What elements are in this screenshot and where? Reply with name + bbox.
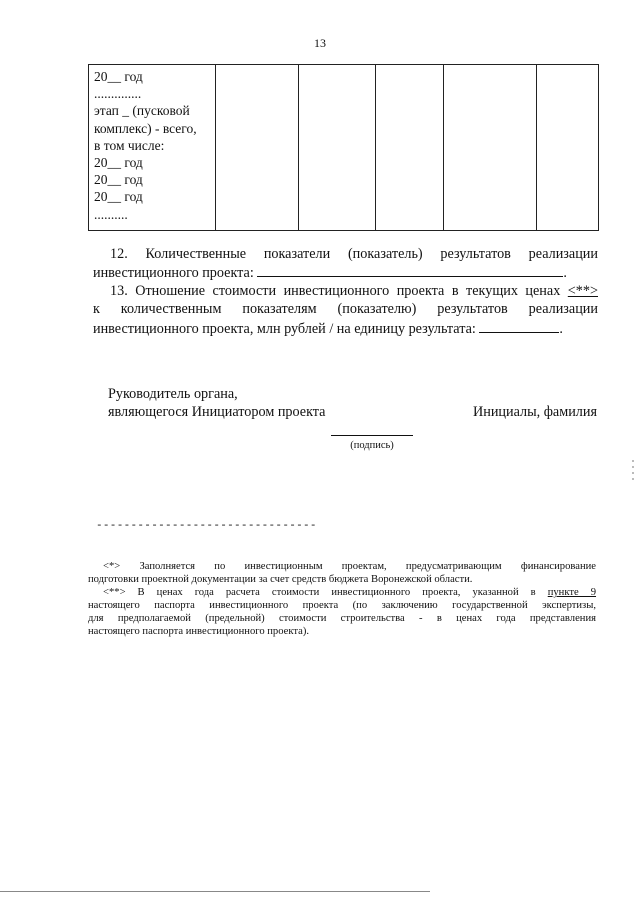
footnote-2-line-4: настоящего паспорта инвестиционного проекта). <box>88 626 310 637</box>
item-12-period: . <box>563 265 567 281</box>
signatory-title-line-1: Руководитель органа, <box>108 386 238 402</box>
table-cell-empty <box>444 65 537 231</box>
item-13-line-2: к количественным показателям (показателю) результатов реализации <box>93 301 598 317</box>
item-13-text: 13. Отношение стоимости инвестиционного проекта в текущих ценах <box>110 283 561 299</box>
clause-9-link[interactable]: пункте 9 <box>547 587 597 598</box>
period-line: этап _ (пусковой <box>94 103 190 119</box>
scan-edge-marks <box>632 460 634 484</box>
item-13-blank-line <box>479 320 559 333</box>
footnote-2-line-3: для предполагаемой (предельной) стоимости строительства - в ценах года представления <box>88 613 596 624</box>
period-line: .......... <box>94 206 128 222</box>
item-13-line-3 <box>93 320 598 338</box>
table-cell-empty <box>216 65 299 231</box>
signatory-name: Инициалы, фамилия <box>472 404 597 420</box>
footnote-2-text: <**> В ценах года расчета стоимости инвестиционного проекта, указанной в <box>103 587 536 598</box>
period-line: 20__ год <box>94 69 143 84</box>
item-13-period: . <box>559 321 563 337</box>
item-12-line-1: 12. Количественные показатели (показатель) результатов реализации <box>110 246 598 262</box>
footnote-ref-link[interactable]: <**> <box>567 283 598 299</box>
item-12-line-2 <box>93 264 598 282</box>
table-cell-empty <box>537 65 599 231</box>
signature-line <box>331 435 413 436</box>
continuation-table <box>88 64 599 231</box>
period-line: комплекс) - всего, <box>94 120 197 136</box>
period-line: 20__ год <box>94 155 143 171</box>
footnote-2-line-2: настоящего паспорта инвестиционного проекта (по заключению государственной экспертизы, <box>88 600 596 611</box>
footnote-1-line-2: подготовки проектной документации за счет средств бюджета Воронежской области. <box>88 574 473 585</box>
period-line: 20__ год <box>94 189 143 205</box>
period-line: 20__ год <box>94 172 143 188</box>
table-cell-period-labels <box>89 65 216 231</box>
table-cell-empty <box>376 65 444 231</box>
footnote-1-line-1: <*> Заполняется по инвестиционным проектам, предусматривающим финансирование <box>103 561 596 572</box>
signature-caption: (подпись) <box>350 440 394 451</box>
table-row <box>89 65 599 231</box>
period-line: в том числе: <box>94 137 165 153</box>
item-12-label: инвестиционного проекта: <box>93 265 254 281</box>
scan-bottom-edge <box>0 891 430 892</box>
footnote-2-line-1 <box>88 586 596 599</box>
signatory-title-line-2: являющегося Инициатором проекта <box>108 404 326 420</box>
table-cell-empty <box>299 65 376 231</box>
period-line: .............. <box>94 86 142 102</box>
page-number: 13 <box>314 36 326 50</box>
footnote-separator: -------------------------------- <box>96 520 317 532</box>
item-13-label: инвестиционного проекта, млн рублей / на единицу результата: <box>93 321 476 337</box>
item-13-line-1 <box>93 283 598 300</box>
item-12-blank-line <box>257 264 563 277</box>
